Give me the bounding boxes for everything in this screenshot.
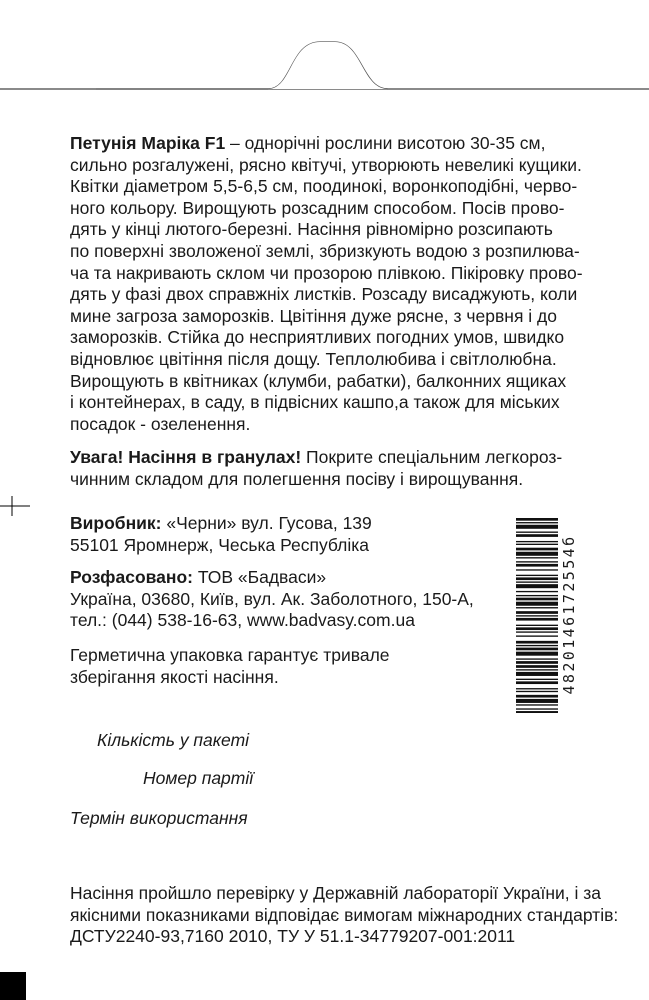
- barcode-bar: [516, 584, 558, 588]
- barcode-bar: [516, 518, 558, 521]
- barcode-bar: [516, 691, 558, 692]
- granules-warning: Увага! Насіння в гранулах! Покрите спеціальним легкороз- чинним складом для полегшення посіву і вирощування.: [70, 447, 563, 489]
- barcode-bar: [516, 658, 558, 659]
- barcode-bar: [516, 631, 558, 632]
- description-line: ча та накривають склом чи прозорою плівкою. Пікіровку прово-: [70, 262, 583, 283]
- barcode-bar: [516, 661, 558, 664]
- description-line: Квітки діаметром 5,5-6,5 см, поодинокі, воронкоподібні, черво-: [70, 176, 578, 197]
- barcode-bar: [516, 681, 558, 684]
- warning-label: Увага! Насіння в гранулах!: [70, 447, 302, 467]
- barcode-bar: [516, 704, 558, 705]
- barcode-bar: [516, 557, 558, 558]
- description-line: ного кольору. Вирощують розсадним способом. Посів прово-: [70, 197, 565, 218]
- barcode-bar: [516, 645, 558, 646]
- description-line: по поверхні зволоженої землі, збризкують водою з розпилюва-: [70, 240, 580, 261]
- product-title: Петунія Маріка F1: [70, 133, 226, 153]
- barcode-bar: [516, 591, 558, 592]
- description-line: дять у фазі двох справжніх листків. Розсаду висаджують, коли: [70, 284, 578, 305]
- description-line: Вирощують в квітниках (клумби, рабатки), балконних ящиках: [70, 370, 567, 391]
- barcode-bar: [516, 711, 558, 713]
- barcode-bar: [516, 652, 558, 656]
- barcode-bar: [516, 679, 558, 680]
- barcode-bar: [516, 575, 558, 576]
- packer-info: Розфасовано: ТОВ «Бадваси» Україна, 03680, Київ, вул. Ак. Заболотного, 150-А, тел.: (044) 538-16-63, www.badvasy.com.ua: [70, 567, 510, 632]
- barcode-bar: [516, 607, 558, 608]
- packer-label: Розфасовано:: [70, 567, 193, 587]
- packer-contacts: тел.: (044) 538-16-63, www.badvasy.com.ua: [70, 610, 415, 631]
- barcode-digits: 4820146172554б: [560, 534, 578, 695]
- product-description: [70, 133, 630, 435]
- description-line: – однорічні рослини висотою 30-35 см,: [225, 133, 546, 153]
- barcode-bar: [516, 569, 558, 570]
- barcode-bar: [516, 581, 558, 582]
- barcode-bar: [516, 627, 558, 630]
- registration-block: [0, 972, 26, 1000]
- certification-text: Насіння пройшло перевірку у Державній лабораторії України, і за якісними показниками відповідає вимогам міжнародних стандартів: ДСТУ2240-93,7160 2010, ТУ У 51.1-34779207-001:2011: [70, 883, 630, 948]
- hermetic-note: Герметична упаковка гарантує тривале зберігання якості насіння.: [70, 645, 390, 687]
- standards: ДСТУ2240-93,7160 2010, ТУ У 51.1-34779207-001:2011: [70, 926, 516, 947]
- batch-number-label: Номер партії: [143, 768, 254, 788]
- barcode-bar: [516, 602, 558, 606]
- registration-crosshair: [0, 496, 30, 516]
- barcode-bar: [516, 708, 558, 709]
- description-line: відновлює цвітіння після дощу. Теплолюбива і світлолюбна.: [70, 348, 557, 369]
- hang-tab-outline: [0, 0, 649, 90]
- description-line: сильно розгалужені, рясно квітучі, утворюють невеликі кущики.: [70, 154, 582, 175]
- barcode-bar: [516, 672, 558, 676]
- barcode-bar: [516, 577, 558, 580]
- barcode-bar: [516, 552, 558, 556]
- manufacturer-label: Виробник:: [70, 513, 162, 533]
- barcode-bar: [516, 598, 558, 601]
- barcode-bar: [516, 695, 558, 698]
- barcode-bar: [516, 525, 558, 529]
- barcode-bar: [516, 618, 558, 621]
- barcode-bar: [516, 595, 558, 596]
- barcode-bar: [516, 548, 558, 551]
- barcode-bar: [516, 532, 558, 533]
- barcode-bar: [516, 641, 558, 644]
- barcode-bar: [516, 665, 558, 668]
- manufacturer-info: Виробник: «Черни» вул. Гусова, 139 55101 Яромнерж, Чеська Республіка: [70, 513, 372, 555]
- barcode-bar: [516, 544, 558, 545]
- description-line: і контейнерах, в саду, в підвісних кашпо,а також для міських: [70, 392, 560, 413]
- barcode-bar: [516, 625, 558, 626]
- description-line: дять у кінці лютого-березні. Насіння рівномірно розсипають: [70, 219, 553, 240]
- description-line: заморозків. Стійка до несприятливих погодних умов, швидко: [70, 327, 565, 348]
- barcode-bar: [516, 611, 558, 614]
- barcode-bar: [516, 561, 558, 562]
- quantity-field-label: Кількість у пакеті: [97, 730, 250, 750]
- barcode-bar: [516, 534, 558, 537]
- description-line: мине загроза заморозків. Цвітіння дуже рясне, з червня і до: [70, 305, 557, 326]
- expiry-label: Термін використання: [70, 808, 248, 828]
- barcode-bar: [516, 564, 558, 567]
- barcode-bar: [516, 688, 558, 689]
- description-line: посадок - озеленення.: [70, 413, 251, 434]
- barcode-bar: [516, 522, 558, 523]
- barcode-bar: [516, 648, 558, 651]
- barcode-bar: [516, 615, 558, 616]
- barcode-bar: [516, 635, 558, 636]
- barcode-bar: [516, 669, 558, 670]
- barcode-bar: [516, 541, 558, 542]
- barcode-bar: [516, 699, 558, 703]
